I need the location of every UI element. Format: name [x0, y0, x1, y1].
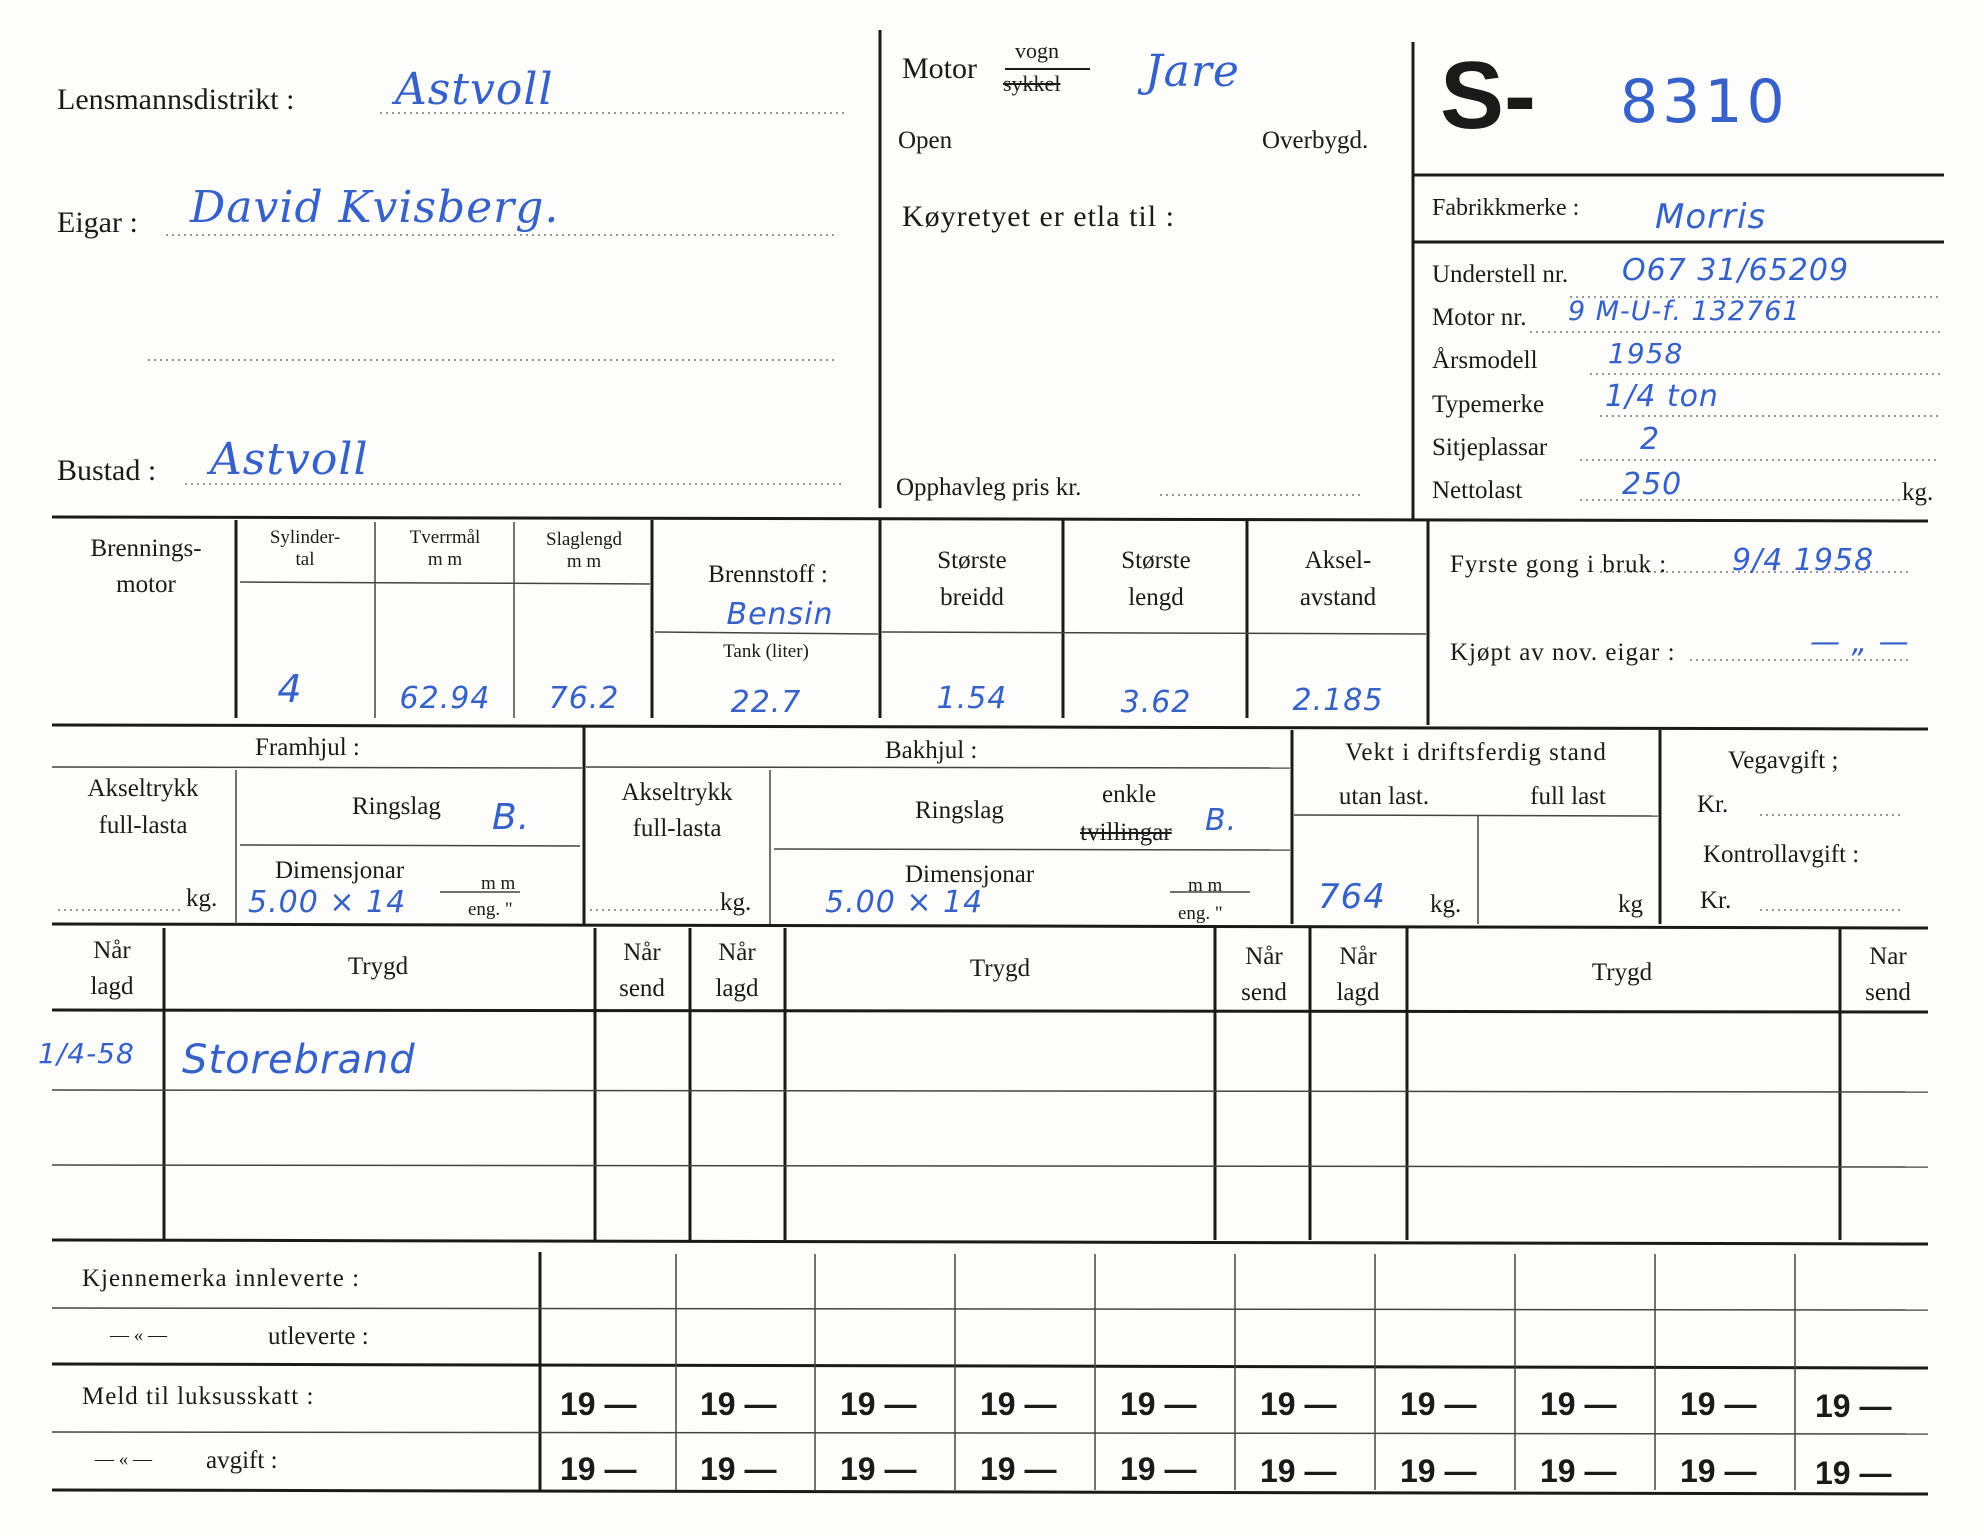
koyretyet-label: Køyretyet er etla til :	[902, 200, 1175, 233]
avgift-year-6: 19 —	[1260, 1453, 1337, 1489]
slaglengd-label: Slaglengd	[546, 529, 622, 550]
bustad-label: Bustad :	[57, 454, 157, 487]
storste-lengd-label-2: lengd	[1128, 584, 1184, 611]
avgift-year-8: 19 —	[1540, 1453, 1617, 1489]
tverrmal-value: 62.94	[399, 681, 491, 716]
luksusskatt-year-4: 19 —	[980, 1386, 1057, 1422]
luksusskatt-year-2: 19 —	[700, 1386, 777, 1422]
col3-trygd: Trygd	[1591, 959, 1653, 986]
fyrste-gong-label: Fyrste gong i bruk :	[1450, 551, 1668, 578]
tverrmal-label: Tverrmål	[409, 527, 481, 548]
sitjeplassar-value: 2	[1640, 422, 1661, 457]
col3-nar-send-1: Nar	[1869, 943, 1907, 970]
sylindertal-label-1: Sylinder-	[269, 527, 341, 548]
storste-breidd-label-1: Største	[937, 547, 1007, 574]
motor-fraction-bar	[1005, 68, 1090, 70]
meld-luksusskatt-label: Meld til luksusskatt :	[82, 1383, 315, 1410]
registration-number: 8310	[1620, 67, 1789, 137]
front-ringslag-value: B.	[492, 797, 531, 838]
vekt-label: Vekt i driftsferdig stand	[1345, 739, 1607, 766]
col3-nar-lagd-1: Når	[1339, 943, 1377, 970]
avgift-year-3: 19 —	[840, 1451, 917, 1487]
typemerke-label: Typemerke	[1432, 391, 1545, 418]
kjopt-label: Kjøpt av nov. eigar :	[1450, 639, 1676, 666]
col1-trygd: Trygd	[347, 953, 409, 980]
front-akseltrykk-label-1: Akseltrykk	[87, 775, 199, 802]
motor-label: Motor	[902, 52, 977, 85]
storste-lengd-label-1: Største	[1121, 547, 1191, 574]
col2-nar-lagd-1: Når	[718, 939, 756, 966]
col2-nar-send-1: Når	[1245, 943, 1283, 970]
rear-ringslag-value: B.	[1205, 803, 1238, 838]
sitjeplassar-label: Sitjeplassar	[1432, 434, 1548, 461]
avgift-year-10: 19 —	[1815, 1455, 1892, 1491]
registration-prefix: S-	[1440, 42, 1536, 149]
kontrollavgift-kr-label: Kr.	[1700, 887, 1732, 914]
col1-nar-send-1: Når	[623, 939, 661, 966]
front-mm-unit: m m	[481, 873, 516, 894]
utan-last-unit: kg.	[1430, 891, 1462, 918]
col1-nar-lagd-1: Når	[93, 937, 131, 964]
sylindertal-label-2: tal	[295, 549, 315, 570]
avgift-year-9: 19 —	[1680, 1453, 1757, 1489]
luksusskatt-year-10: 19 —	[1815, 1388, 1892, 1424]
framhjul-label: Framhjul :	[255, 734, 360, 761]
rear-akseltrykk-unit: kg.	[720, 889, 752, 916]
col3-nar-lagd-2: lagd	[1336, 979, 1380, 1006]
nettolast-unit: kg.	[1902, 479, 1934, 506]
col2-trygd: Trygd	[969, 955, 1031, 982]
brennstoff-value: Bensin	[726, 597, 834, 632]
arsmodell-value: 1958	[1608, 337, 1684, 370]
tank-label: Tank (liter)	[723, 641, 809, 662]
bustad-value: Astvoll	[210, 434, 369, 485]
row1-nar-lagd-value: 1/4-58	[38, 1037, 135, 1070]
front-ringslag-label: Ringslag	[352, 793, 441, 820]
nettolast-label: Nettolast	[1432, 477, 1523, 504]
storste-breidd-value: 1.54	[936, 681, 1008, 716]
kjopt-value: — „ —	[1810, 625, 1910, 660]
storste-breidd-label-2: breidd	[940, 584, 1004, 611]
full-last-label: full last	[1530, 783, 1606, 810]
utleverte-ditto: — « —	[110, 1325, 167, 1346]
motor-nr-value: 9 M-U-f. 132761	[1568, 296, 1801, 327]
eigar-value: David Kvisberg.	[190, 182, 560, 233]
luksusskatt-year-6: 19 —	[1260, 1386, 1337, 1422]
rear-mm-unit: m m	[1188, 875, 1223, 896]
front-akseltrykk-label-2: full-lasta	[98, 812, 188, 839]
utleverte-label: utleverte :	[268, 1323, 369, 1350]
overbygd-label: Overbygd.	[1262, 127, 1369, 154]
akselavstand-value: 2.185	[1292, 683, 1384, 718]
rear-dimensjonar-label: Dimensjonar	[905, 861, 1035, 888]
front-dimensjonar-label: Dimensjonar	[275, 857, 405, 884]
tverrmal-unit: m m	[427, 549, 463, 570]
lensmannsdistrikt-label: Lensmannsdistrikt :	[57, 83, 295, 116]
front-eng-unit: eng. "	[468, 899, 513, 920]
fabrikkmerke-label: Fabrikkmerke :	[1432, 195, 1580, 221]
akselavstand-label-1: Aksel-	[1304, 547, 1372, 574]
storste-lengd-value: 3.62	[1120, 685, 1192, 720]
avgift-year-1: 19 —	[560, 1451, 637, 1487]
tank-value: 22.7	[730, 685, 802, 720]
col3-nar-send-2: send	[1865, 979, 1911, 1006]
rear-dimensjonar-value: 5.00 × 14	[825, 885, 984, 920]
avgift-label: avgift :	[206, 1447, 278, 1474]
opphavleg-pris-label: Opphavleg pris kr.	[896, 474, 1082, 501]
avgift-year-2: 19 —	[700, 1451, 777, 1487]
akselavstand-label-2: avstand	[1299, 584, 1377, 611]
kjennemerka-label: Kjennemerka innleverte :	[82, 1265, 361, 1292]
vegavgift-label: Vegavgift ;	[1728, 747, 1839, 774]
full-last-unit: kg	[1618, 891, 1643, 918]
enkle-label: enkle	[1102, 781, 1157, 808]
slaglengd-unit: m m	[566, 551, 602, 572]
col2-nar-send-2: send	[1241, 979, 1287, 1006]
luksusskatt-year-1: 19 —	[560, 1386, 637, 1422]
front-akseltrykk-unit: kg.	[186, 885, 218, 912]
bakhjul-label: Bakhjul :	[885, 737, 978, 764]
eigar-label: Eigar :	[57, 206, 138, 239]
avgift-ditto: — « —	[95, 1449, 152, 1470]
nettolast-value: 250	[1622, 467, 1683, 502]
luksusskatt-year-7: 19 —	[1400, 1386, 1477, 1422]
luksusskatt-year-9: 19 —	[1680, 1386, 1757, 1422]
brennstoff-label: Brennstoff :	[708, 561, 828, 588]
sylindertal-value: 4	[277, 667, 303, 711]
understell-value: O67 31/65209	[1622, 253, 1850, 288]
rear-ringslag-label: Ringslag	[915, 797, 1004, 824]
arsmodell-label: Årsmodell	[1432, 347, 1538, 374]
lensmannsdistrikt-value: Astvoll	[395, 64, 554, 115]
front-dimensjonar-value: 5.00 × 14	[248, 885, 407, 920]
luksusskatt-year-8: 19 —	[1540, 1386, 1617, 1422]
kontrollavgift-label: Kontrollavgift :	[1703, 841, 1860, 868]
tvillingar-label: tvillingar	[1080, 819, 1172, 846]
understell-label: Understell nr.	[1432, 261, 1569, 288]
luksusskatt-year-5: 19 —	[1120, 1386, 1197, 1422]
luksusskatt-year-3: 19 —	[840, 1386, 917, 1422]
rear-eng-unit: eng. "	[1178, 903, 1223, 924]
typemerke-value: 1/4 ton	[1605, 379, 1719, 414]
fyrste-gong-value: 9/4 1958	[1732, 543, 1875, 578]
col2-nar-lagd-2: lagd	[715, 975, 759, 1002]
avgift-year-5: 19 —	[1120, 1451, 1197, 1487]
vegavgift-kr-label: Kr.	[1697, 791, 1729, 818]
brenningsmotor-label-1: Brennings-	[90, 535, 202, 562]
motor-value: Jare	[1145, 46, 1240, 97]
avgift-year-7: 19 —	[1400, 1453, 1477, 1489]
col1-nar-send-2: send	[619, 975, 665, 1002]
motor-sykkel: sykkel	[1003, 71, 1061, 96]
avgift-year-4: 19 —	[980, 1451, 1057, 1487]
col1-nar-lagd-2: lagd	[90, 973, 134, 1000]
motor-nr-label: Motor nr.	[1432, 304, 1527, 331]
brenningsmotor-label-2: motor	[116, 571, 176, 598]
open-label: Open	[898, 127, 953, 154]
slaglengd-value: 76.2	[548, 681, 620, 716]
motor-vogn: vogn	[1015, 38, 1059, 63]
row1-trygd-value: Storebrand	[182, 1037, 416, 1083]
utan-last-value: 764	[1318, 877, 1386, 917]
fabrikkmerke-value: Morris	[1655, 197, 1767, 237]
rear-akseltrykk-label-1: Akseltrykk	[621, 779, 733, 806]
rear-akseltrykk-label-2: full-lasta	[632, 815, 722, 842]
utan-last-label: utan last.	[1338, 783, 1430, 810]
